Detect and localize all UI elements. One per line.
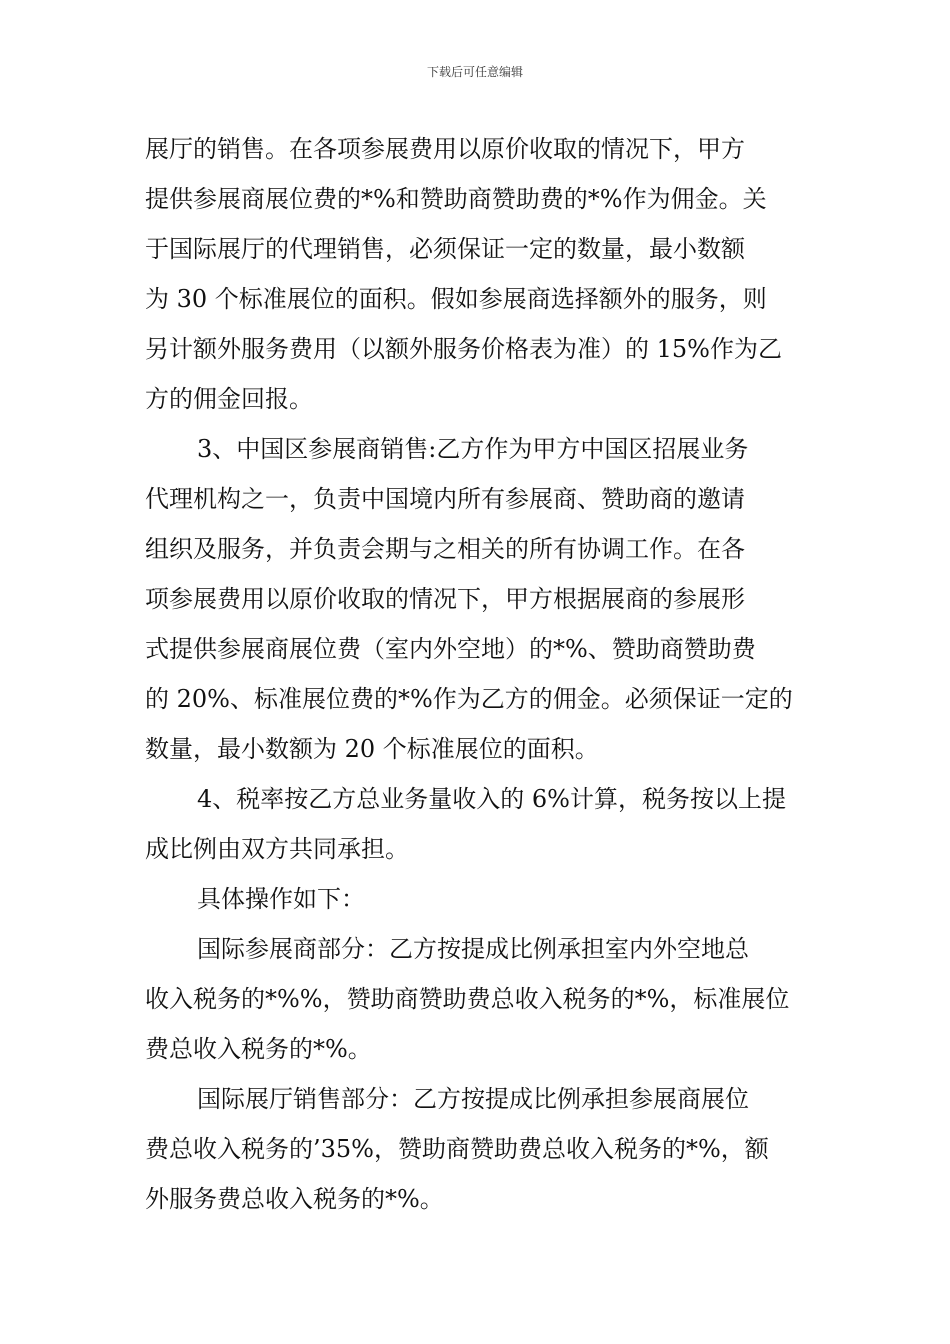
- text-line: 国际参展商部分：乙方按提成比例承担室内外空地总: [197, 935, 749, 963]
- text-line: 项参展费用以原价收取的情况下，甲方根据展商的参展形: [145, 585, 745, 613]
- text-line: 展厅的销售。在各项参展费用以原价收取的情况下，甲方: [145, 135, 745, 163]
- text-line: 外服务费总收入税务的*%。: [145, 1185, 444, 1213]
- text-line: 方的佣金回报。: [145, 385, 313, 413]
- text-line: 于国际展厅的代理销售，必须保证一定的数量，最小数额: [145, 235, 745, 263]
- text-line: 3、中国区参展商销售:乙方作为甲方中国区招展业务: [197, 435, 749, 463]
- text-line: 4、税率按乙方总业务量收入的 6%计算，税务按以上提: [197, 785, 786, 813]
- page-header: 下载后可任意编辑: [426, 65, 523, 79]
- text-line: 收入税务的*%%，赞助商赞助费总收入税务的*%，标准展位: [145, 985, 790, 1013]
- text-line: 代理机构之一，负责中国境内所有参展商、赞助商的邀请: [145, 485, 745, 513]
- text-line: 式提供参展商展位费（室内外空地）的*%、赞助商赞助费: [145, 635, 756, 663]
- text-line: 另计额外服务费用（以额外服务价格表为准）的 15%作为乙: [145, 335, 782, 363]
- text-line: 的 20%、标准展位费的*%作为乙方的佣金。必须保证一定的: [145, 685, 793, 713]
- text-line: 费总收入税务的*%。: [145, 1035, 372, 1063]
- text-line: 具体操作如下：: [197, 885, 365, 913]
- text-line: 成比例由双方共同承担。: [145, 835, 409, 863]
- text-line: 组织及服务，并负责会期与之相关的所有协调工作。在各: [145, 535, 745, 563]
- text-line: 费总收入税务的’35%，赞助商赞助费总收入税务的*%，额: [145, 1135, 769, 1163]
- text-line: 为 30 个标准展位的面积。假如参展商选择额外的服务，则: [145, 285, 767, 313]
- text-line: 提供参展商展位费的*%和赞助商赞助费的*%作为佣金。关: [145, 185, 767, 213]
- text-line: 数量，最小数额为 20 个标准展位的面积。: [145, 735, 599, 763]
- document-body: [145, 124, 810, 1224]
- text-line: 国际展厅销售部分：乙方按提成比例承担参展商展位: [197, 1085, 749, 1113]
